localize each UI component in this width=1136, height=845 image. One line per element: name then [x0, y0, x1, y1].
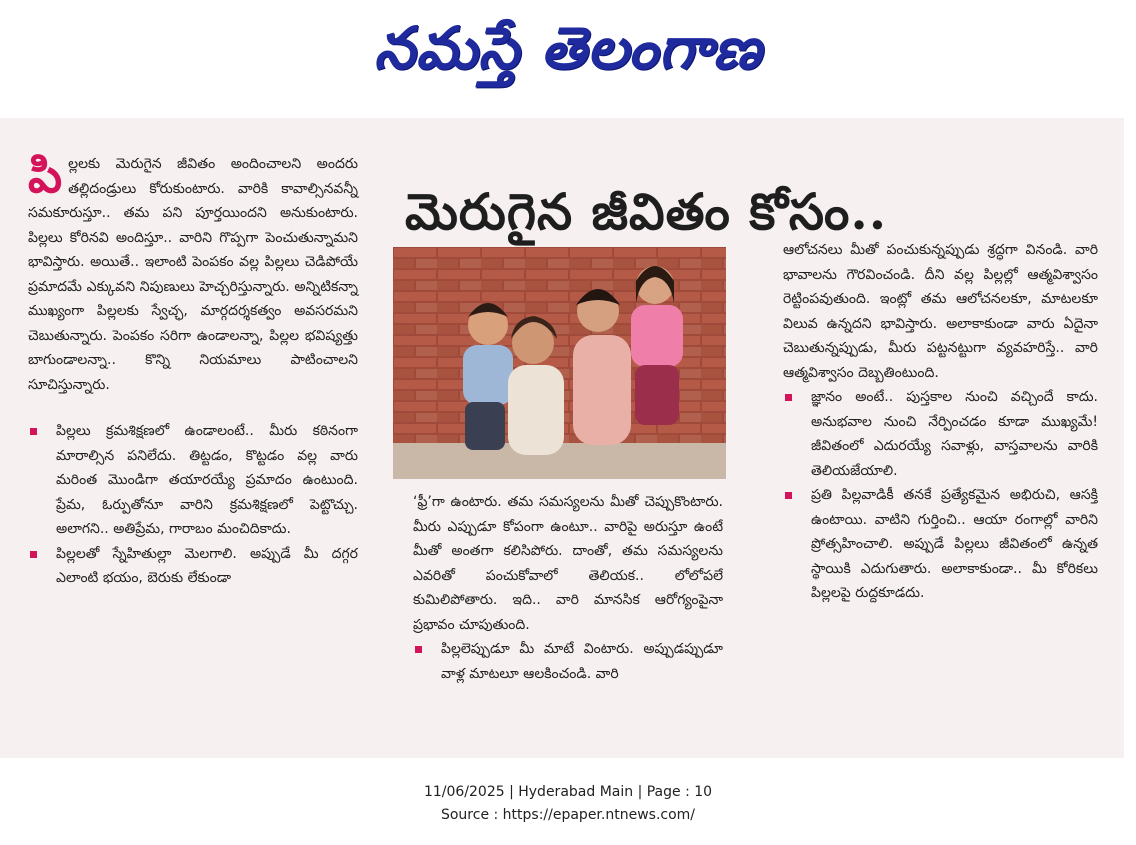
intro-paragraph	[28, 148, 358, 397]
bullet-square-icon	[785, 492, 792, 499]
drop-cap: పి	[28, 148, 63, 204]
bullet-square-icon	[415, 646, 422, 653]
bullet-item: పిల్లలెప్పుడూ మీ మాటే వింటారు. అప్పుడప్పుడూ వాళ్ల మాటలూ ఆలకించండి. వారి	[413, 637, 723, 686]
source-link[interactable]: Source : https://epaper.ntnews.com/	[440, 807, 696, 823]
page-info: 11/06/2025 | Hyderabad Main | Page : 10	[423, 784, 713, 800]
article-column-3	[783, 238, 1098, 606]
article-column-1	[28, 148, 358, 591]
bullet-square-icon	[30, 551, 37, 558]
article-headline: మెరుగైన జీవితం కోసం..	[405, 181, 888, 241]
family-photo-illustration	[393, 247, 726, 479]
article-column-2	[413, 490, 723, 686]
paragraph: ఆలోచనలు మీతో పంచుకున్నప్పుడు శ్రద్ధగా వినండి. వారి భావాలను గౌరవించండి. దీని వల్ల పిల్లల్లో ఆత్మవిశ్వాసం రెట్టింపవుతుంది. ఇంట్లో తమ ఆలోచనలకూ, మాటలకూ విలువ ఉన్నదని భావిస్తారు. అలాకాకుండా వారు ఏదైనా చెబుతున్నప్పుడు, మీరు పట్టనట్టుగా వ్యవహరిస్తే.. వారి ఆత్మవిశ్వాసం దెబ్బతింటుంది.	[783, 242, 1098, 381]
bullet-square-icon	[30, 428, 37, 435]
intro-text: ల్లలకు మెరుగైన జీవితం అందించాలని అందరు తల్లిదండ్రులు కోరుకుంటారు. వారికి కావాల్సినవన్నీ సమకూరుస్తూ.. తమ పని పూర్తయిందని అనుకుంటారు. పిల్లలు కోరినవి అందిస్తూ.. వారిని గొప్పగా పెంచుతున్నామని భావిస్తారు. అయితే.. ఇలాంటి పెంపకం వల్ల పిల్లలు చెడిపోయే ప్రమాదమే ఎక్కువని నిపుణులు హెచ్చరిస్తున్నారు. అన్నిటికన్నా ముఖ్యంగా పిల్లలకు స్వేచ్ఛ, మార్గదర్శకత్వం అవసరమని చెబుతున్నారు. పెంపకం సరిగా ఉండాలన్నా, పిల్లల భవిష్యత్తు బాగుండాలన్నా.. కొన్ని నియమాలు పాటించాలని సూచిస్తున్నారు.	[28, 156, 358, 393]
bullet-item: పిల్లలతో స్నేహితుల్లా మెలగాలి. అప్పుడే మీ దగ్గర ఎలాంటి భయం, బెరుకు లేకుండా	[28, 542, 358, 591]
bullet-square-icon	[785, 394, 792, 401]
masthead	[0, 0, 1136, 110]
bullet-item: పిల్లలు క్రమశిక్షణలో ఉండాలంటే.. మీరు కఠినంగా మారాల్సిన పనిలేదు. తిట్టడం, కొట్టడం వల్ల వారు మరింత మొండిగా తయారయ్యే ప్రమాదం ఉంటుంది. ప్రేమ, ఓర్పుతోనూ వారిని క్రమశిక్షణలో పెట్టొచ్చు. అలాగని.. అతిప్రేమ, గారాబం మంచిదికాదు.	[28, 419, 358, 542]
bullet-item: ప్రతి పిల్లవాడికీ తనకే ప్రత్యేకమైన అభిరుచి, ఆసక్తి ఉంటాయి. వాటిని గుర్తించి.. ఆయా రంగాల్లో వారిని ప్రోత్సహించాలి. అప్పుడే పిల్లలు జీవితంలో ఉన్నత స్థాయికి ఎదుగుతారు. అలాకాకుండా.. మీ కోరికలు పిల్లలపై రుద్దకూడదు.	[783, 483, 1098, 606]
newspaper-logo: నమస్తే తెలంగాణ	[374, 13, 762, 82]
family-photo	[393, 247, 726, 479]
paragraph: ‘ఫ్రీ’గా ఉంటారు. తమ సమస్యలను మీతో చెప్పుకొంటారు. మీరు ఎప్పుడూ కోపంగా ఉంటూ.. వారిపై అరుస్తూ ఉంటే మీతో అంతగా కలిసిపోరు. దాంతో, తమ సమస్యలను ఎవరితో పంచుకోవాలో తెలియక.. లోలోపలే కుమిలిపోతారు. ఇది.. వారి మానసిక ఆరోగ్యంపైనా ప్రభావం చూపుతుంది.	[413, 494, 723, 633]
bullet-item: జ్ఞానం అంటే.. పుస్తకాల నుంచి వచ్చిందే కాదు. అనుభవాల నుంచి నేర్పించడం కూడా ముఖ్యమే! జీవితంలో ఎదురయ్యే సవాళ్లు, వాస్తవాలను వారికి తెలియజేయాలి.	[783, 385, 1098, 483]
